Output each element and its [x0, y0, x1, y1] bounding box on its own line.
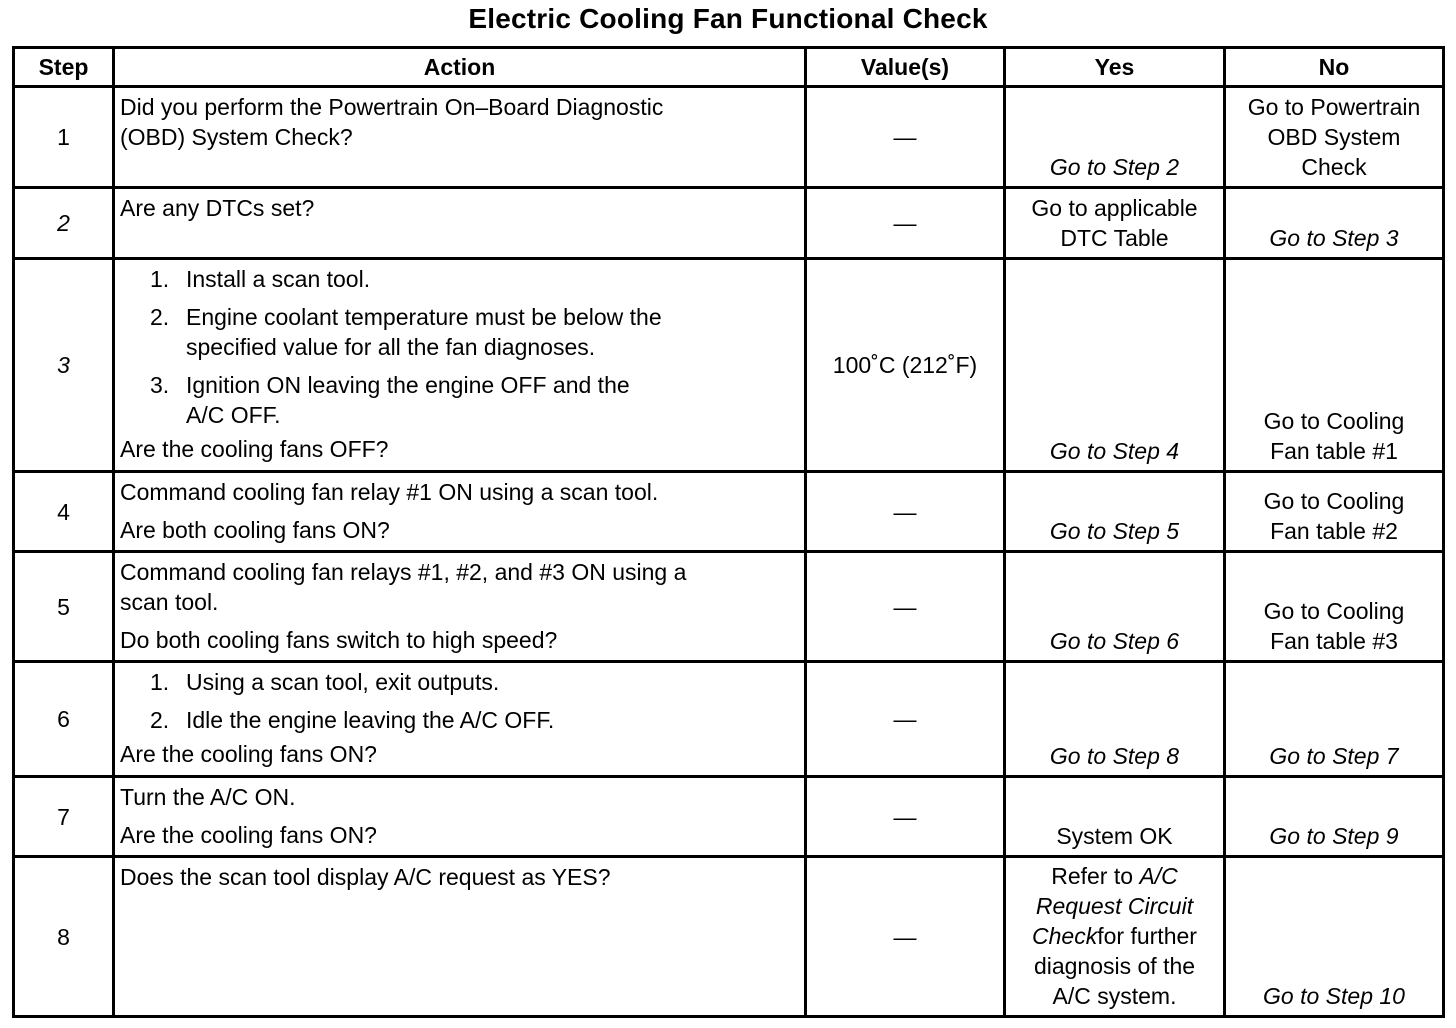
table-row	[14, 188, 1444, 259]
action-text: Command cooling fan relay #1 ON using a scan tool.	[120, 479, 659, 505]
action-text: Does the scan tool display A/C request as YES?	[120, 864, 611, 890]
no-text: Go to Powertrain	[1247, 94, 1421, 120]
item-text-line: Ignition ON leaving the engine OFF and the	[186, 372, 630, 398]
column-header-no: No	[1225, 48, 1444, 87]
spacer	[120, 507, 799, 515]
value-cell: —	[806, 857, 1005, 1017]
column-header-step: Step	[14, 48, 114, 87]
no-cell: Go to Step 3	[1225, 188, 1444, 259]
question-text: Are both cooling fans ON?	[120, 517, 390, 543]
yes-text-part: for further	[1097, 923, 1197, 949]
yes-text: diagnosis of the	[1033, 953, 1196, 979]
table-row	[14, 777, 1444, 857]
question-text: Are the cooling fans ON?	[120, 741, 377, 767]
item-text	[186, 370, 799, 430]
yes-cell: Go to Step 6	[1005, 552, 1225, 662]
yes-text-part: Refer to	[1051, 863, 1140, 889]
question-text: Are the cooling fans OFF?	[120, 436, 389, 462]
value-cell: —	[806, 662, 1005, 777]
item-number: 1.	[150, 669, 170, 695]
item-number: 3.	[150, 372, 170, 398]
item-text	[186, 302, 799, 362]
action-text: Are any DTCs set?	[120, 195, 315, 221]
yes-text-italic: A/C	[1139, 863, 1178, 889]
step-number: 1	[14, 87, 114, 188]
action-text: Did you perform the Powertrain On–Board Diagnostic	[120, 94, 664, 120]
no-text: Fan table #2	[1270, 518, 1398, 544]
action-cell	[114, 472, 806, 552]
value-cell: —	[806, 87, 1005, 188]
action-cell	[114, 552, 806, 662]
yes-text	[1011, 861, 1218, 891]
table-row	[14, 87, 1444, 188]
item-text: Idle the engine leaving the A/C OFF.	[186, 707, 555, 733]
action-cell	[114, 87, 806, 188]
column-header-action: Action	[114, 48, 806, 87]
no-text: Fan table #1	[1270, 438, 1398, 464]
action-text: Turn the A/C ON.	[120, 784, 296, 810]
table-row	[14, 259, 1444, 472]
step-number: 6	[14, 662, 114, 777]
page-title: Electric Cooling Fan Functional Check	[468, 3, 988, 34]
step-number: 7	[14, 777, 114, 857]
yes-text-italic: Request Circuit	[1035, 893, 1194, 919]
item-text-line: specified value for all the fan diagnoses.	[186, 334, 596, 360]
spacer	[120, 617, 799, 625]
step-number: 2	[14, 188, 114, 259]
numbered-item	[150, 667, 799, 697]
no-text: Go to Cooling	[1263, 408, 1405, 434]
yes-cell: Go to Step 8	[1005, 662, 1225, 777]
no-text: Fan table #3	[1270, 628, 1398, 654]
value-cell: 100˚C (212˚F)	[806, 259, 1005, 472]
action-cell	[114, 662, 806, 777]
yes-text: Go to applicable	[1031, 195, 1198, 221]
step-number: 5	[14, 552, 114, 662]
item-number: 1.	[150, 266, 170, 292]
action-text: (OBD) System Check?	[120, 124, 353, 150]
yes-cell	[1005, 857, 1225, 1017]
item-text-line: Engine coolant temperature must be below the	[186, 304, 662, 330]
step-number: 8	[14, 857, 114, 1017]
no-cell	[1225, 259, 1444, 472]
item-text: Install a scan tool.	[186, 266, 371, 292]
action-cell	[114, 188, 806, 259]
column-header-values: Value(s)	[806, 48, 1005, 87]
value-cell: —	[806, 472, 1005, 552]
yes-text	[1011, 921, 1218, 951]
item-number: 2.	[150, 707, 170, 733]
column-header-yes: Yes	[1005, 48, 1225, 87]
value-cell: —	[806, 777, 1005, 857]
yes-cell: System OK	[1005, 777, 1225, 857]
diagnostic-table	[12, 46, 1445, 1018]
no-text: OBD System	[1267, 124, 1401, 150]
numbered-item	[150, 370, 799, 430]
table-header-row	[14, 48, 1444, 87]
table-row	[14, 472, 1444, 552]
table-row	[14, 552, 1444, 662]
action-cell	[114, 259, 806, 472]
step-number: 3	[14, 259, 114, 472]
numbered-item	[150, 705, 799, 735]
value-cell: —	[806, 552, 1005, 662]
yes-cell: Go to Step 2	[1005, 87, 1225, 188]
no-cell	[1225, 552, 1444, 662]
item-number: 2.	[150, 304, 170, 330]
no-cell	[1225, 472, 1444, 552]
question-text: Do both cooling fans switch to high speed?	[120, 627, 558, 653]
numbered-item	[150, 264, 799, 294]
yes-cell	[1005, 188, 1225, 259]
no-cell: Go to Step 7	[1225, 662, 1444, 777]
table-row	[14, 857, 1444, 1017]
item-text: Using a scan tool, exit outputs.	[186, 669, 500, 695]
no-cell	[1225, 87, 1444, 188]
no-cell: Go to Step 10	[1225, 857, 1444, 1017]
step-number: 4	[14, 472, 114, 552]
question-text: Are the cooling fans ON?	[120, 822, 377, 848]
action-cell	[114, 777, 806, 857]
yes-cell: Go to Step 4	[1005, 259, 1225, 472]
table-row	[14, 662, 1444, 777]
action-text: scan tool.	[120, 589, 219, 615]
spacer	[120, 812, 799, 820]
item-text-line: A/C OFF.	[186, 402, 281, 428]
no-text: Check	[1301, 154, 1367, 180]
no-cell: Go to Step 9	[1225, 777, 1444, 857]
no-text: Go to Cooling	[1263, 598, 1405, 624]
yes-cell: Go to Step 5	[1005, 472, 1225, 552]
no-text: Go to Cooling	[1263, 488, 1405, 514]
numbered-item	[150, 302, 799, 362]
yes-text-italic: Check	[1032, 923, 1098, 949]
action-cell	[114, 857, 806, 1017]
yes-text: A/C system.	[1052, 983, 1177, 1009]
value-cell: —	[806, 188, 1005, 259]
yes-text: DTC Table	[1060, 225, 1169, 251]
action-text: Command cooling fan relays #1, #2, and #3 ON using a	[120, 559, 687, 585]
